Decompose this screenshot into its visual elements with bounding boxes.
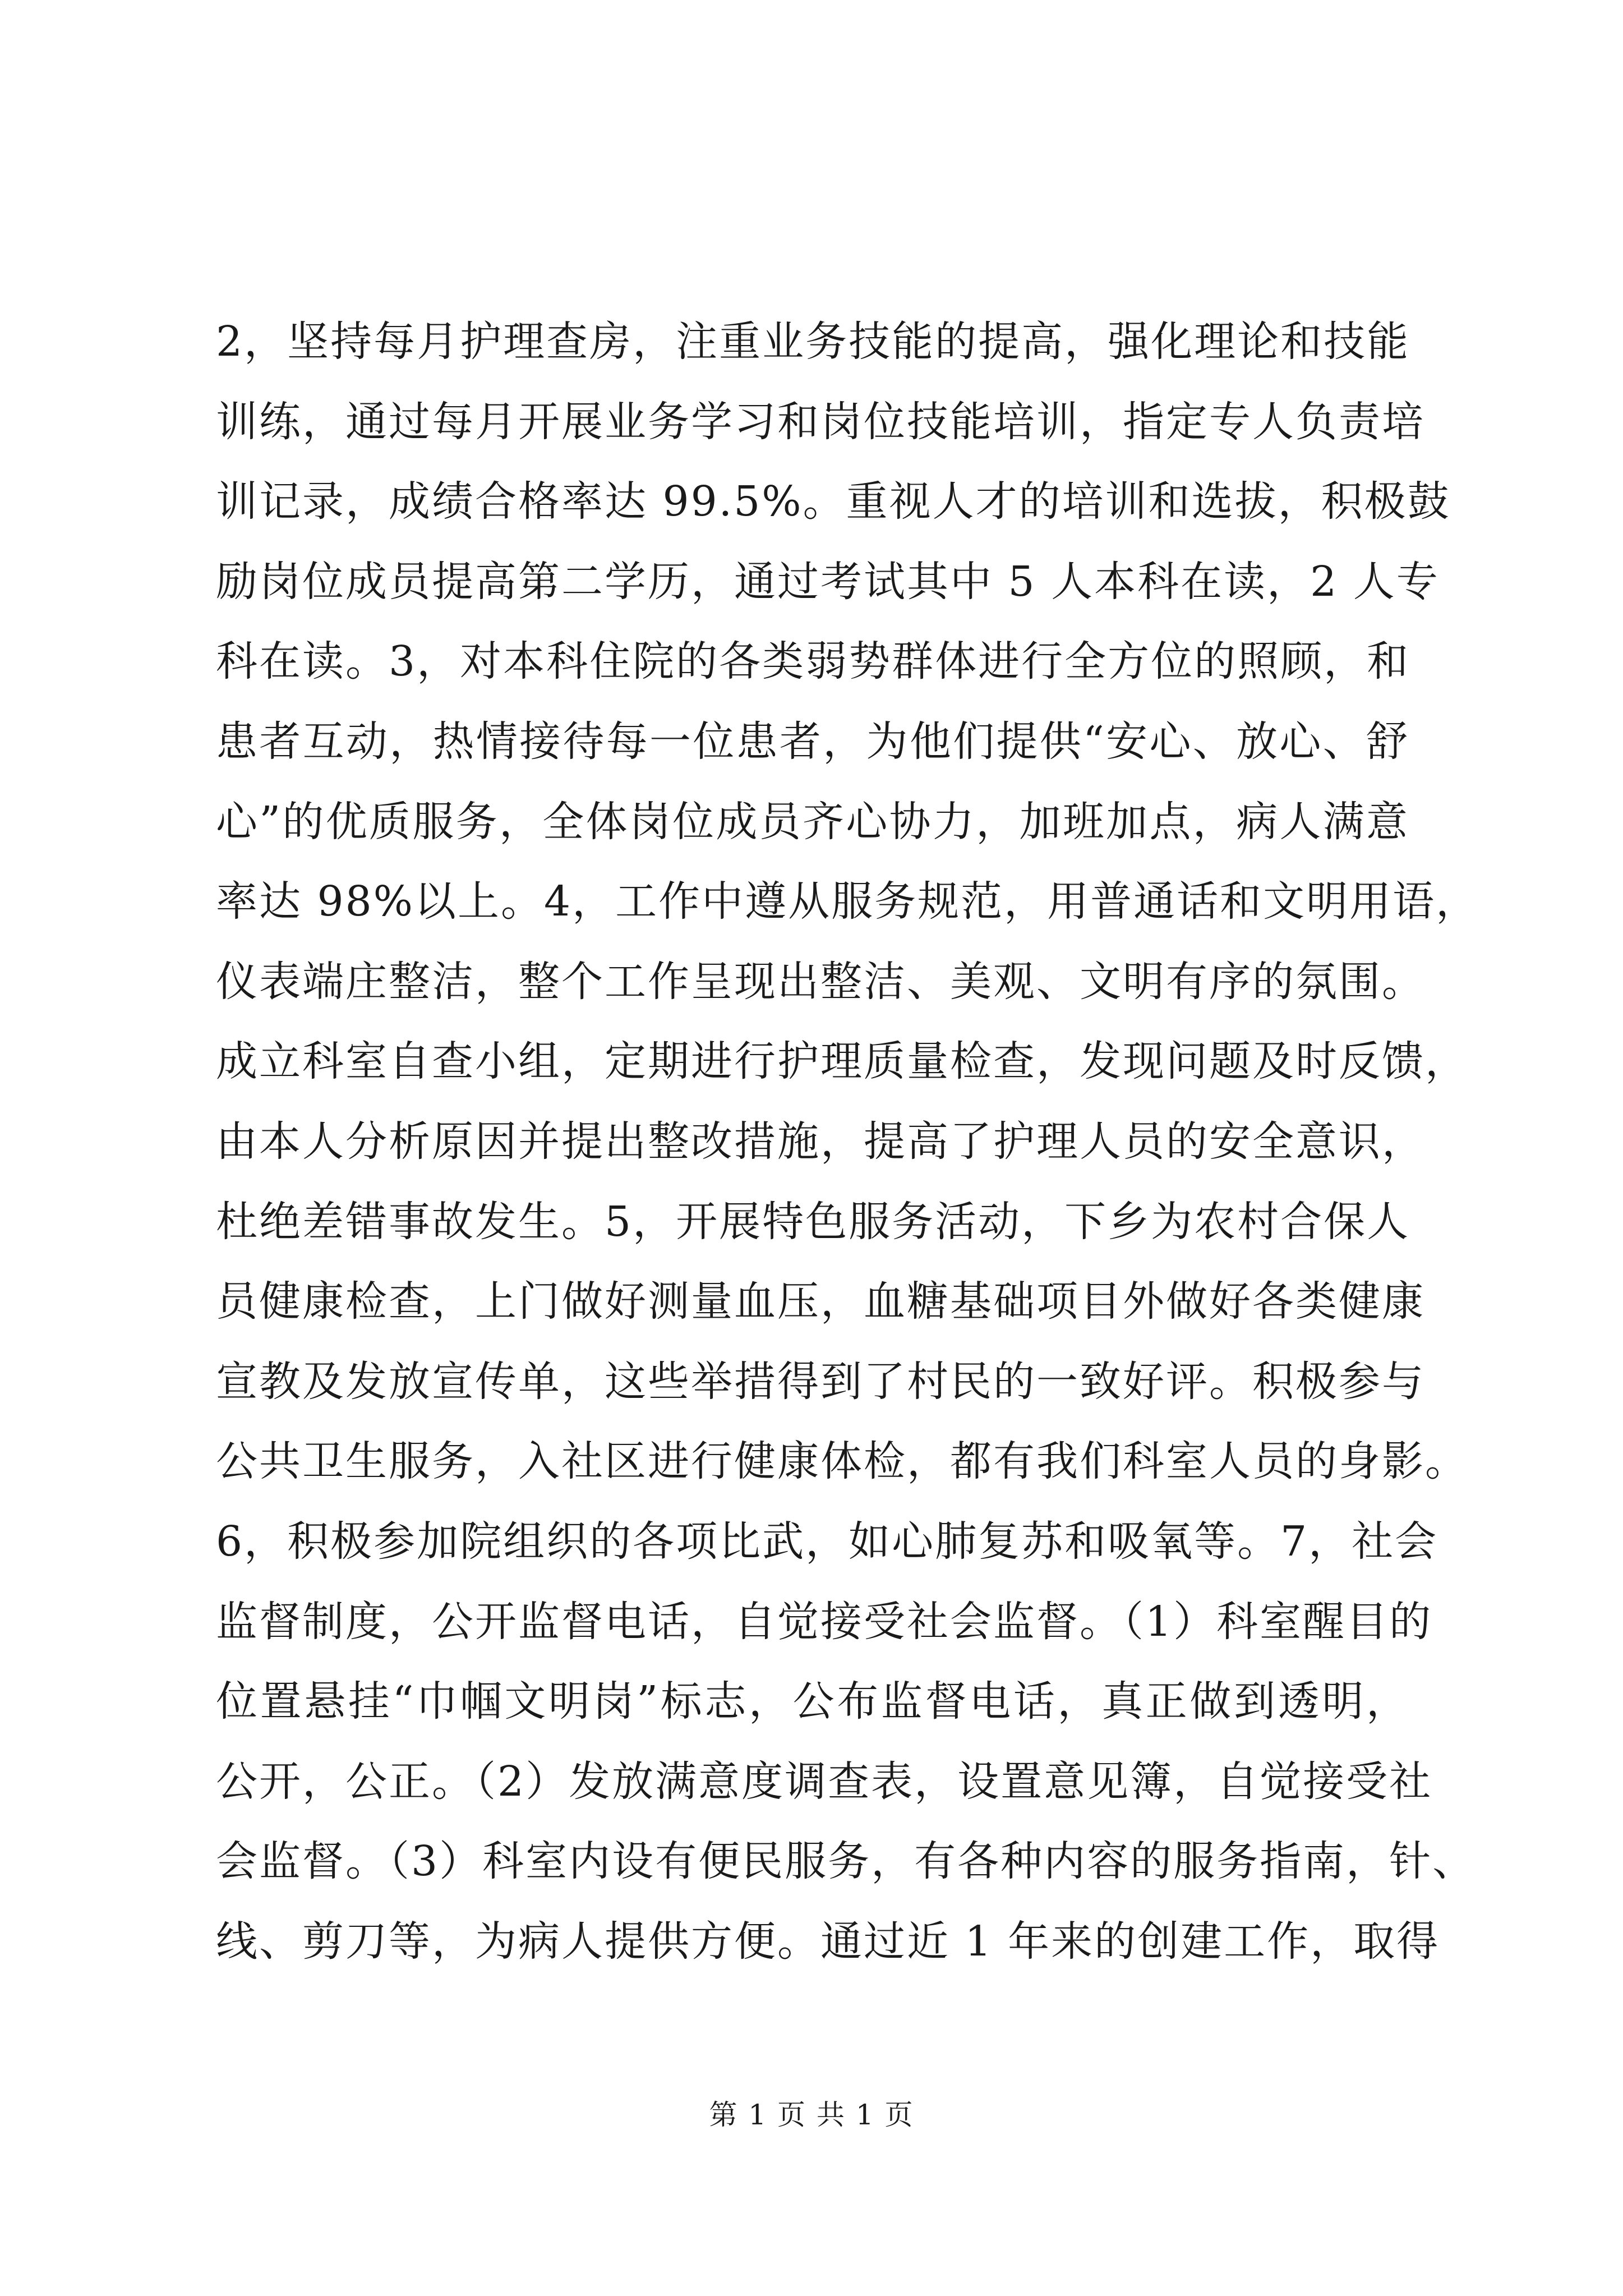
text-line: 率达 98%以上。4，工作中遵从服务规范，用普通话和文明用语， (216, 877, 1479, 926)
text-line: 训记录，成绩合格率达 99.5%。重视人才的培训和选拔，积极鼓 (216, 477, 1451, 526)
text-line: 会监督。（3）科室内设有便民服务，有各种内容的服务指南，针、 (216, 1837, 1476, 1886)
text-line: 线、剪刀等，为病人提供方便。通过近 1 年来的创建工作，取得 (216, 1917, 1440, 1966)
page-number-label: 第 1 页 共 1 页 (709, 2099, 914, 2131)
text-line: 公共卫生服务，入社区进行健康体检，都有我们科室人员的身影。 (216, 1437, 1468, 1486)
text-line: 宣教及发放宣传单，这些举措得到了村民的一致好评。积极参与 (216, 1357, 1425, 1406)
text-line: 由本人分析原因并提出整改措施，提高了护理人员的安全意识， (216, 1117, 1425, 1166)
page-footer (0, 2098, 1623, 2132)
text-line: 监督制度，公开监督电话，自觉接受社会监督。（1）科室醒目的 (216, 1597, 1433, 1646)
text-line: 科在读。3，对本科住院的各类弱势群体进行全方位的照顾，和 (216, 637, 1410, 686)
body-paragraph (216, 302, 1479, 1981)
text-line: 心”的优质服务，全体岗位成员齐心协力，加班加点，病人满意 (216, 797, 1409, 846)
text-line: 公开，公正。（2）发放满意度调查表，设置意见簿，自觉接受社 (216, 1757, 1433, 1806)
text-line: 杜绝差错事故发生。5，开展特色服务活动，下乡为农村合保人 (216, 1197, 1410, 1246)
text-line: 仪表端庄整洁，整个工作呈现出整洁、美观、文明有序的氛围。 (216, 957, 1425, 1006)
text-line: 2，坚持每月护理查房，注重业务技能的提高，强化理论和技能 (216, 318, 1410, 366)
text-line: 6，积极参加院组织的各项比武，如心肺复苏和吸氧等。7，社会 (216, 1517, 1438, 1566)
text-line: 患者互动，热情接待每一位患者，为他们提供“安心、放心、舒 (216, 717, 1409, 766)
text-line: 成立科室自查小组，定期进行护理质量检查，发现问题及时反馈， (216, 1037, 1468, 1086)
text-line: 训练，通过每月开展业务学习和岗位技能培训，指定专人负责培 (216, 397, 1425, 446)
text-line: 员健康检查，上门做好测量血压，血糖基础项目外做好各类健康 (216, 1277, 1425, 1326)
text-line: 励岗位成员提高第二学历，通过考试其中 5 人本科在读，2 人专 (216, 557, 1440, 606)
text-line: 位置悬挂“巾帼文明岗”标志，公布监督电话，真正做到透明， (216, 1677, 1409, 1726)
